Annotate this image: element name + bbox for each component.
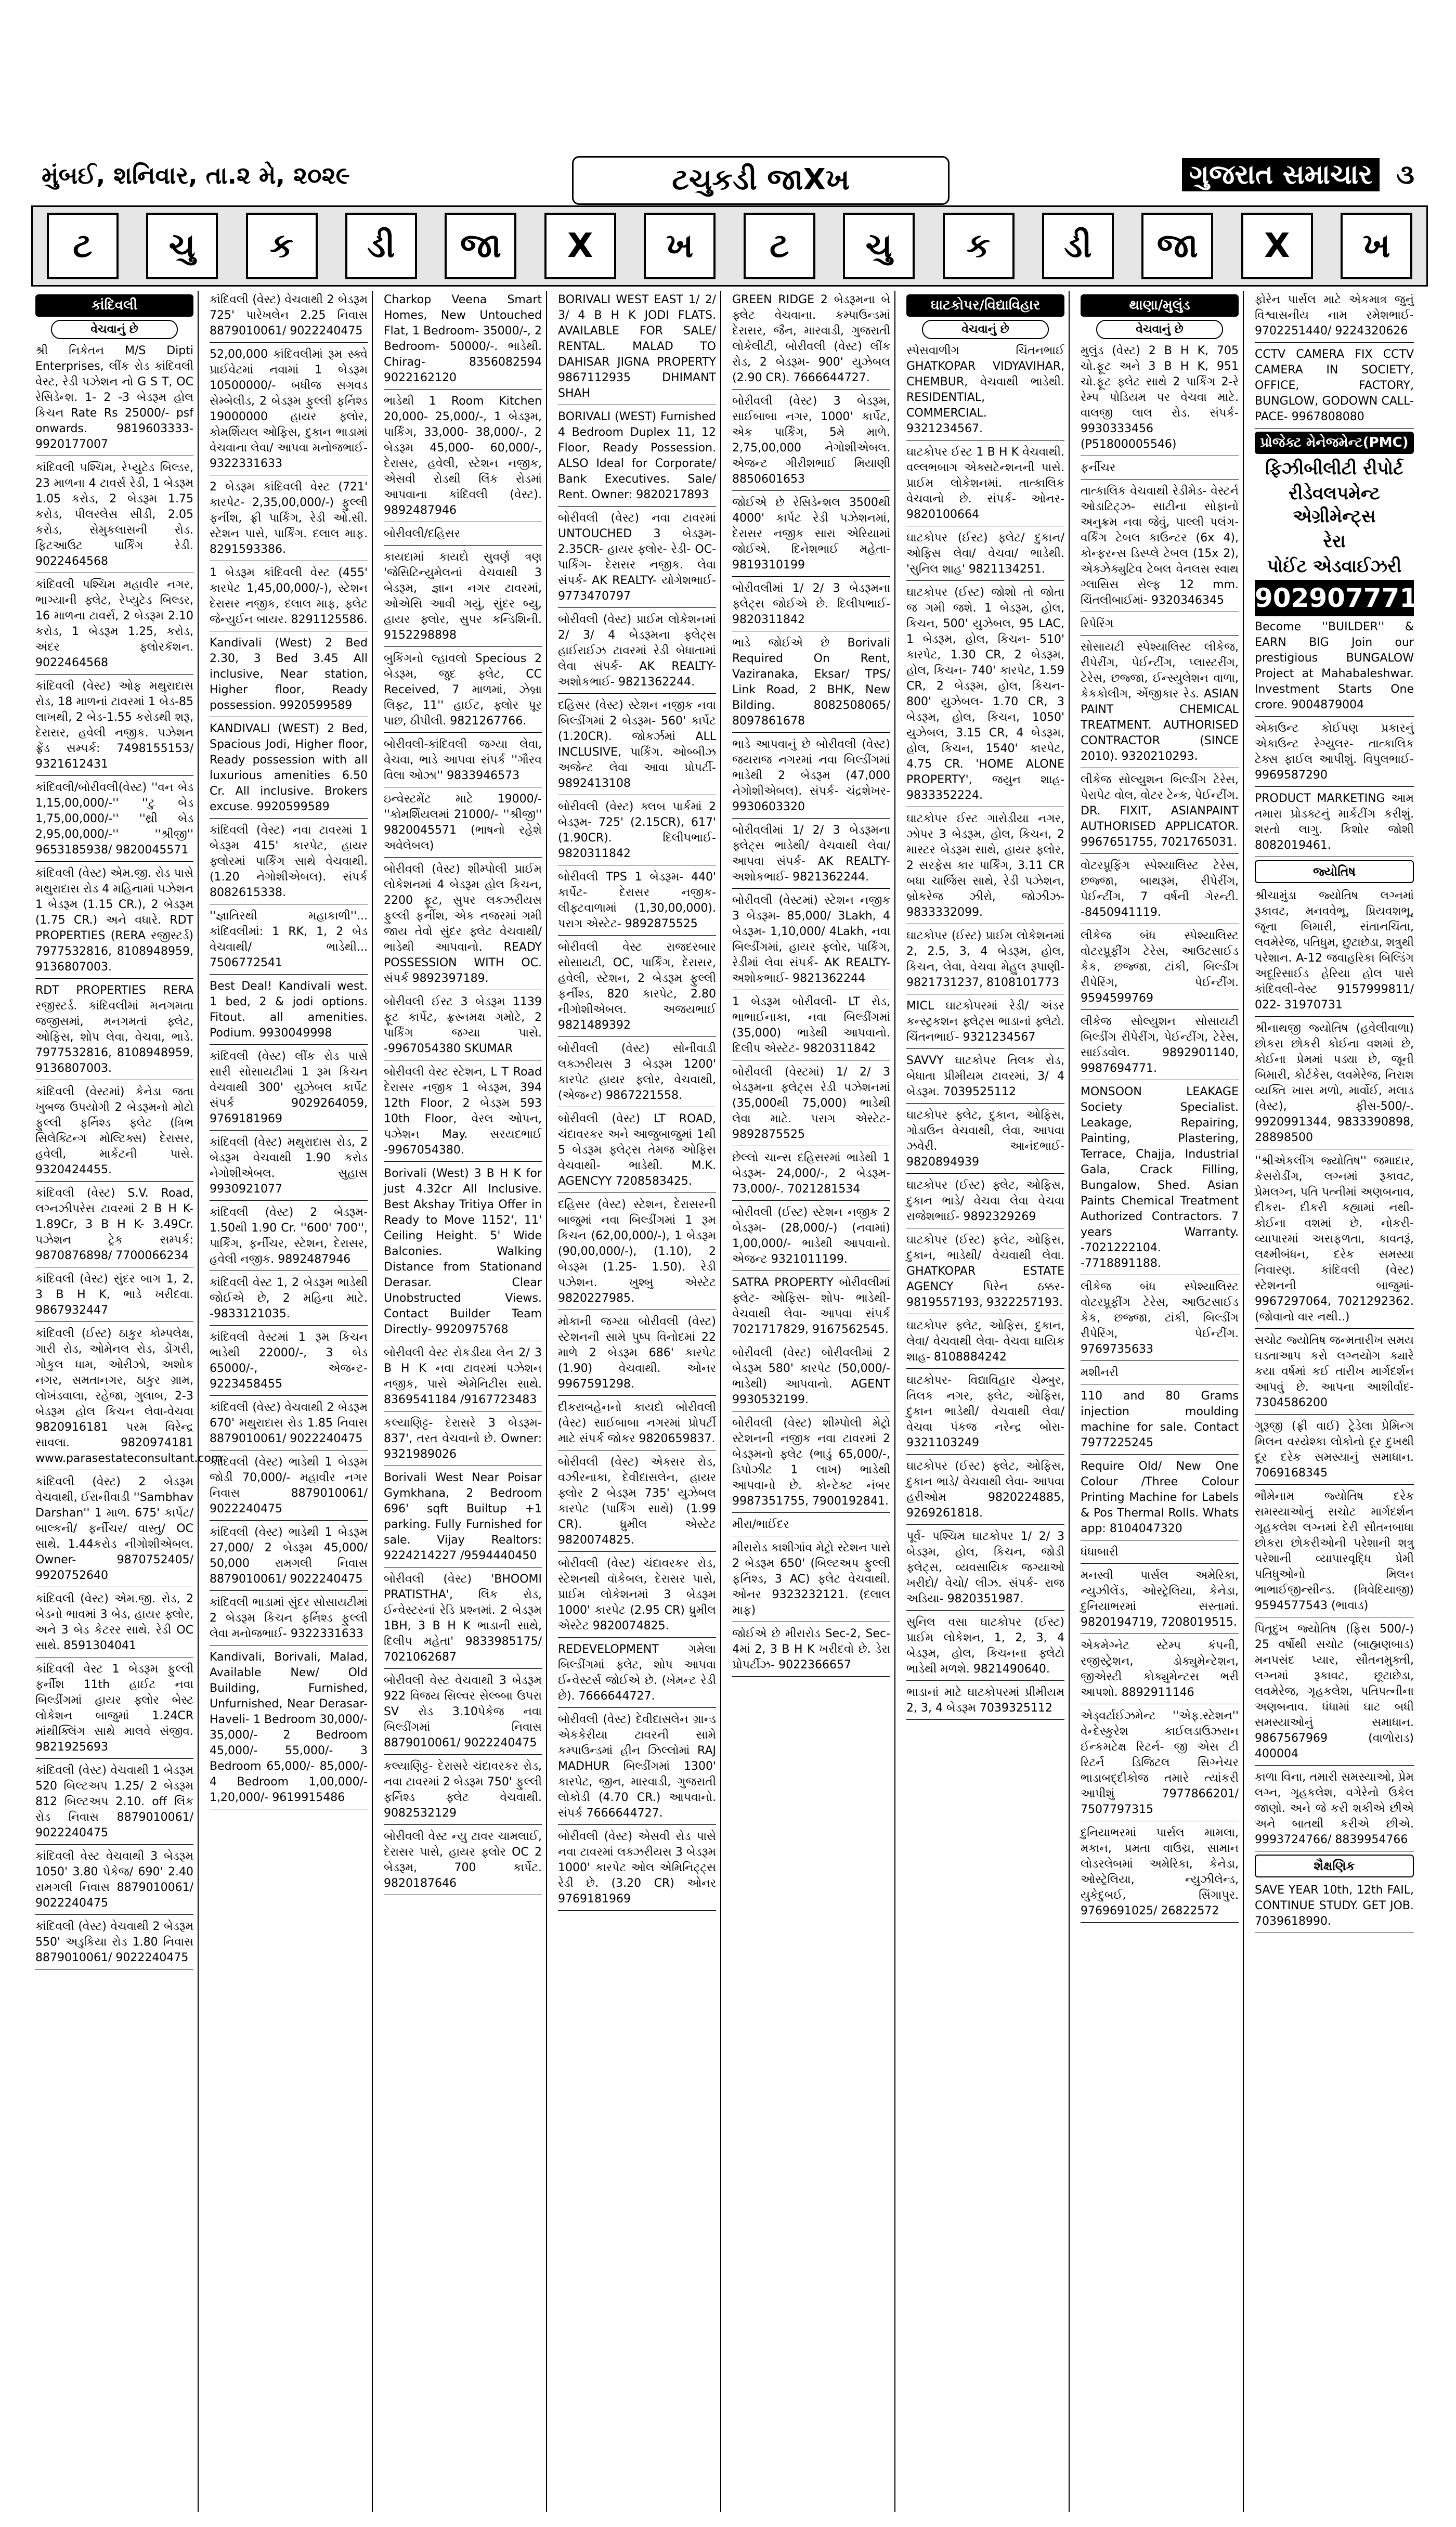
classified-ad: ઘાટકોપર (ઈસ્ટ) ફ્લેટ, ઓફિસ, દુકાન ભાડે/ વેચવાથી લેવા- આપવા હરીઓમ 9820224885, 9269261818. [906, 1458, 1064, 1525]
classified-ad: કાંદિવલી (વેસ્ટ) ભાડેથી 1 બેડરૂમ જોડી 70,000/- મહાવીર નગર નિવાસ 8879010061/ 9022240475 [210, 1454, 368, 1521]
classified-ad: કાયદામાં કાયદો સુવર્ણ ત્રણ 'જેસિટિન્યુમેલનાં વેચવાથી 3 બેડરૂમ, જ્ઞાન નગર ટાવરમાં, ઓએસિ આવી ગયું, સુંદર બ્યુ, હાયર ફ્લોર, સુપર કન્ડિશિની. 9152298898 [384, 549, 542, 647]
classified-ad: દીકરાબહેનનો કાયદો બોરીવલી (વેસ્ટ) સાઈબાબા નગરમાં પ્રોપર્ટી માટે સંપર્ક જોકર 9820659837. [558, 1399, 716, 1450]
classified-ad: કાંદિવલી (વેસ્ટ) સુંદર બાગ 1, 2, 3 B H K, ભાડે ખરીદવા. 9867932447 [35, 1271, 193, 1322]
classified-ad: બોરીવલી (વેસ્ટમાં) 1/ 2/ 3 બેડરૂમના ફ્લેટ્સ રેડી પઝેશનમાં (35,000થી 75,000) ભાડેથી લેવા માટે. પરાગ એસ્ટેટ- 9892875525 [732, 1064, 890, 1146]
classified-ad: બોરીવલી-કાંદિવલી જગ્યા લેવા, વેચવા, ભાડે આપવા સંપર્ક ''ગૌરવ વિલા ઓઝા'' 9833946573 [384, 736, 542, 787]
masthead [1182, 159, 1414, 191]
classified-ad: બોરીવલી (વેસ્ટ) LT ROAD, ચંદાવરકર અને આજુબાજુમાં 1થી 5 બેડરૂમ ફ્લેટ્સ તેમજ ઓફિસ વેચવાથી- ભાડેથી. M.K. AGENCYY 7208583425. [558, 1110, 716, 1193]
column-2 [205, 291, 373, 2512]
banner-tile: ખ [1341, 213, 1412, 279]
column-6 [902, 291, 1070, 2512]
classified-ad: જોઈએ છે રેસિડેન્શલ 3500થી 4000' કાર્પેટ રેડી પઝેશનમાં, દેરાસર નજીક સારા એરિયામાં જોઈએ. દિનેશભાઈ મહેતા- 9819310199 [732, 494, 890, 577]
classified-ad: મીરારોડ કાશીગાંવ મેટ્રો સ્ટેશન પાસે 2 બેડરૂમ 650' (બિલ્ટઅપ ફુલ્લી ફર્નિશ્ડ, 3 AC) ફ્લેટ વેચવાથી. ઓનર 9323232121. (દલાલ માફ) [732, 1539, 890, 1622]
column-5 [728, 291, 895, 2512]
banner-tile: ક [943, 213, 1015, 279]
classified-ad: ઘાટકોપર (ઈસ્ટ) ફ્લેટ, ઓફિસ, દુકાન, ભાડેથી/ વેચવાથી લેવા. GHATKOPAR ESTATE AGENCY પિરેન ઠક્કર- 9819557193, 9322257193. [906, 1232, 1064, 1314]
classified-ad: બોરીવલીમાં 1/ 2/ 3 બેડરૂમના ફ્લેટ્સ જોઈએ છે. દિલીપભાઈ- 9820311842 [732, 580, 890, 631]
classified-ad: બોરીવલી (વેસ્ટ) શીમ્પોલી મેટ્રો સ્ટેશનની નજીક નવા ટાવરમાં 2 બેડરૂમનો ફ્લેટ (ભાડું 65,000/-, ડિપોઝીટ 1 લાખ) ભાડેથી આપવાનો છે. કોન્ટેક્ટ નંબર 9987351755, 7900192841. [732, 1415, 890, 1513]
classified-ad: રિપેરિંગ [1081, 615, 1239, 636]
classified-ad: GREEN RIDGE 2 બેડરૂમના બે ફ્લેટ વેચવાના. કમ્પાઉન્ડમાં દેરાસર, જૈન, મારવાડી, ગુજરાતી લોકેલીટી, બોરીવલી (વેસ્ટ) લીંક રોડ, 2 બેડરૂમ- 900' યુઝેબલ (2.90 CR). 7666644727. [732, 291, 890, 390]
classified-ad: ઇન્વેસ્ટમેંટ માટે 19000/- ''કોમર્શિયલમાં 21000/- ''શ્રીજી'' 9820045571 (ભાષનો રહેશે અવેલેબલ) [384, 791, 542, 858]
classified-ad: KANDIVALI (WEST) 2 Bed, Spacious Jodi, Higher floor, Ready possession with all luxurious amenities 6.50 Cr. All inclusive. Brokers excuse. 9920599589 [210, 720, 368, 819]
classified-ad: બોરીવલી (વેસ્ટ) સોનીવાડી લક્ઝરીયસ 3 બેડરૂમ 1200' કારપેટ હાયર ફ્લોર, વેચવાથી, (એજન્ટ) 9867221558. [558, 1040, 716, 1107]
classified-ad: ફોરેન પાર્સલ માટે એકમાત્ર જુનું વિશ્વાસનીય નામ રમેશભાઈ- 9702251440/ 9224320626 [1255, 291, 1414, 343]
pmc-banner: પ્રોજેક્ટ મેનેજમેન્ટ(PMC) [1255, 432, 1414, 454]
classified-ad: 110 and 80 Grams injection moulding machine for sale. Contact 7977225245 [1081, 1388, 1239, 1455]
classified-ad: ઘાટકોપર ઈસ્ટ ગારોડીયા નગર, ઝોપર 3 બેડરૂમ, હોલ, કિચન, 2 માસ્ટર બેડરૂમ સાથે, હાયર ફ્લોર, 2 સરફેસ કાર પાર્કિંગ, 3.11 CR બધા ચાર્જિસ સાથે, રેડી પઝેશન, બ્રોકરેજ ઝીરો, જોઝીઝ- 9833332099. [906, 810, 1064, 924]
classified-ad: બોરીવલીમાં 1/ 2/ 3 બેડરૂમના ફ્લેટ્સ ભાડેથી/ વેચવાથી લેવા/ આપવા સંપર્ક- AK REALTY- અશોકભાઈ- 9821362244. [732, 822, 890, 889]
classified-ad: Best Deal! Kandivali west. 1 bed, 2 & jodi options. Fitout. all amenities. Podium. 9930049998 [210, 978, 368, 1045]
classified-ad: મુલુંડ (વેસ્ટ) 2 B H K, 705 ચો.ફૂટ અને 3 B H K, 951 ચો.ફૂટ ફ્લેટ સાથે 2 પાર્કિંગ 2-રે રેમ્પ પોડિયમ પર વેચવા માટે. વાલજી લાલ રોડ. સંપર્ક- 9930333456 (P51800005546) [1081, 342, 1239, 456]
classified-ad: પિતૃદુખ જ્યોતિષ (ફિસ 500/-) 25 વર્ષોથી સચોટ (બાહ્મણબાડ) મનપસંદ પ્યાર, સૌતનમુક્તી, લગ્નમાં રૂકાવટ, છૂટાછેડા, લવમેરેજ, ગૃહકલેશ, પતિપત્નીના અણબનાવ. ધંધામાં ઘાટ બધી સમસ્યાઓનું સમાધાન. 9867567969 (વાળોરાડ) 400004 [1255, 1621, 1414, 1766]
classified-ad: કાંદિવલી (વેસ્ટ) એમ.જી. રોડ પાસે મથુરાદાસ રોડ 4 મહિનામાં પઝેશન 1 બેડરૂમ (1.15 CR.), 2 બેડરૂમ (1.75 CR.) અને વધારે. RDT PROPERTIES (RERA રજીસ્ટર્ડ) 7977532816, 8108948959, 9136807003. [35, 865, 193, 979]
advisory-heading: પોઈંટ એડવાઈઝરી [1267, 556, 1402, 577]
classified-ad: કાંદિવલી વેસ્ટ વેચવાથી 3 બેડરૂમ 1050' 3.80 પેકેજ/ 690' 2.40 રામગલી નિવાસ 8879010061/ 9022240475 [35, 1848, 193, 1915]
classified-ad: Kandivali (West) 2 Bed 2.30, 3 Bed 3.45 All inclusive, Near station, Higher floor, Ready possession. 9920599589 [210, 634, 368, 717]
banner-tile: જા [1141, 213, 1213, 279]
classified-ad: Charkop Veena Smart Homes, New Untouched Flat, 1 Bedroom- 35000/-, 2 Bedroom- 50000/-. ભાડેથી. Chirag- 8356082594 9022162120 [384, 291, 542, 390]
banner-tile: ક [246, 213, 318, 279]
classified-ad: કલ્યાણિટ્ટ- દેરાસરે 3 બેડરૂમ- 837', તરત વેચવાનો છે. Owner: 9321989026 [384, 1415, 542, 1466]
classified-ad: કાંદિવલી (વેસ્ટ) 2 બેડરૂમ- 1.50થી 1.90 Cr. ''600' 700'', પાર્કિંગ, ફર્નીચર, સ્ટેશન, દેરાસર, હવેલી નજીક. 9892487946 [210, 1204, 368, 1271]
title-banner [31, 205, 1428, 287]
classified-ad: ઘાટકોપર ઈસ્ટ 1 B H K વેચવાથી. વલ્લભબાગ એક્સટેન્શનની પાસે. પ્રાઈમ લોકેશનમાં. તાત્કાલિક વેચવાનો છે. સંપર્ક- ઓનર- 9820100664 [906, 444, 1064, 526]
banner-tile: ટ [744, 213, 815, 279]
classified-ad: PRODUCT MARKETING આમ તમારા પ્રોડક્ટનું માર્કેટીંગ કરીશું. શરતો લાગુ. કિશોર જોશી 8082019461. [1255, 790, 1414, 857]
classified-ad: ભાડેથી 1 Room Kitchen 20,000- 25,000/-, 1 બેડરૂમ, પાર્કિંગ, 33,000- 38,000/-, 2 બેડરૂમ 45,000- 60,000/-, દેરાસર, હવેલી, સ્ટેશન નજીક, એસવી રોડથી લિંક રોડમાં આપવાના કાંદિવલી (વેસ્ટ). 9892487946 [384, 393, 542, 522]
classified-ad: બોરીવલી (વેસ્ટ) શીમ્પોલી પ્રાઈમ લોકેશનમાં 4 બેડરૂમ હોલ કિચન, 2200 ફૂટ, સુપર લકઝરીયસ ફુલ્લી ફર્નીશ, એક નજરમાં ગમી જાય તેવો સુંદર ફ્લેટ વેચવાથી/ ભાડેથી આપવાનો. READY POSSESSION WITH OC. સંપર્ક 9892397189. [384, 861, 542, 990]
classified-ad: બોરીવલી/દહિસર [384, 525, 542, 546]
column-3 [380, 291, 547, 2512]
classified-ad: ભૌમેનામ જ્યોતિષ દરેક સમસ્યાઓનું સચોટ માર્ગદર્શન ગૃહકલેશ લગ્નમાં દેરી સૌતનબાધા છોકરા છોકરીઓની પરેશાની શત્રુ પરેશાની વ્યાપારવૃદ્ધિ પ્રેમી પતિધુઓનો મિલન ભાભાઈજીન્સીન્ડ. (ત્રિવેદિયાજી) 9594577543 (ભાવાડ) [1255, 1488, 1414, 1617]
classified-ad: બોરીવલી (વેસ્ટ) ચંદાવરકર રોડ, સ્ટેશનથી વૉકેબલ, દેરાસર પાસે, પ્રાઈમ લોકેશનમાં 3 બેડરૂમ 1000' કારપેટ (2.95 CR) ધ્રુમીલ એસ્ટેટ 9820074825. [558, 1555, 716, 1638]
classified-ad: 52,00,000 કાંદિવલીમાં રૂમ સ્ક્વે પ્રાઈવેટમાં નવામાં 1 બેડરૂમ 10500000/- બધીજ સગવડ સેમ્બેલીડ, 2 બેડરૂમ ફુલ્લી ફર્નિશ્ડ 19000000 હાયર ફ્લોર, કોમર્શિયલ ઓફિસ, દુકાન ભાડામાં વેચવાના લેવા/ આપવા મનોજભાઈ- 9322331633 [210, 346, 368, 475]
classified-ad: ધંધાબારી [1081, 1544, 1239, 1564]
classified-ad: કાંદિવલી (વેસ્ટ) વેચવાથી 2 બેડરૂમ 725' પારેખલેન 2.25 નિવાસ 8879010061/ 9022240475 [210, 291, 368, 343]
classified-ad: સચોટ જ્યોતિષ જન્મતારીખ સમય ઘડતાઆપ કરો લગ્નયોગ ક્યારે કયા વર્ષમાં કઈ તારીખ માર્ગદર્શન આપવું છે. આપના આશીર્વાદ- 7304586200 [1255, 1332, 1414, 1415]
classified-ad: ''શ્રીએકલીંગ જ્યોતિષ'' જમાદાર, કેસરોડીંગ, લગ્નમાં રૂકાવટ, પ્રેમલગ્ન, પતિ પત્નીમાં અણબનાવ, દીકરા- દીકરી કહ્યામાં નથી- કોઈના વશમાં છે. નોકરી- વ્યાપારમાં અસફળતા, કાવતરૂં, લક્ષ્મીબંધન, દરેક સમસ્યા નિવારણ. કાંદિવલી (વેસ્ટ) સ્ટેશનની બાજુમાં- 9967297064, 7021292362. (જોવાનો વાર નથી..) [1255, 1152, 1414, 1329]
classified-ad: બોરીવલી (વેસ્ટ) નવા ટાવરમાં UNTOUCHED 3 બેડરૂમ- 2.35CR- હાયર ફ્લોર- રેડી- OC- પાર્કિંગ- દેરાસર નજીક. લેવા સંપર્ક- AK REALTY- યોગેશભાઈ- 9773470797 [558, 510, 716, 608]
banner-tile: ખ [644, 213, 716, 279]
rera-heading: રેરા [1323, 531, 1346, 552]
classified-ad: કાંદિવલી (ઈસ્ટ) ઠાકુર કોમ્પલેક્ષ, ગારી રોડ, ઓમેનલ રોડ, ડોંગરી, ગોકુલ ધામ, ઓરીઝો, અશોક નગર, સમતાનગર, ઠાકુર ગ્રામ, લોખંડવાલા, રહેજા, ગુલાબ, 2-3 બેડરૂમ હોલ કિચન લેવા-વેચવા 9820916181 પરમ વિરેન્દ્ર સાવલા. 9820974181 www.parasestateconsultant.com [35, 1325, 193, 1470]
classified-ad: લીકેજ સોલ્યુશન બિલ્ડીંગ ટેરેસ, પેરાપેટ વોલ, વોટર ટેન્ક, પેઈન્ટીંગ. DR. FIXIT, ASIANPAINT AUTHORISED APPLICATOR. 9967651755, 7021765031. [1081, 771, 1239, 854]
classified-ad: એકમેગ્નેટ સ્ટેમ્પ કંપની, રજીસ્ટ્રેશન, ડોક્યુમેન્ટેશન, જીએસ્ટી કોક્યુમેન્ટસ ભરી આપશો. 8892911146 [1081, 1637, 1239, 1704]
feasibility-heading: ફિઝીબીલીટી રીપોર્ટ [1265, 458, 1403, 479]
classified-ad: દહિસર (વેસ્ટ) સ્ટેશન, દેરાસરની બાજુમાં નવા બિલ્ડીંગમાં 1 રૂમ કિચન (62,00,000/-), 1 બેડરૂમ (90,00,000/-), (1.10), 2 બેડરૂમ (1.25- 1.50). રેડી પઝેશન. ખુશ્બુ એસ્ટેટ 9820227985. [558, 1196, 716, 1310]
classified-ad: ઘાટકોપર ફ્લેટ, ઓફિસ, દુકાન, લેવા/ વેચવાથી લેવા- વેચવા ઘાયિક શાહ- 8108884242 [906, 1317, 1064, 1369]
column-7 [1076, 291, 1244, 2512]
classified-ad: દુનિયાભરમાં પાર્સલ મામલા, મકાન, પ્રમતા વાઉચ્ર, સામાન લોડરલેબમાં અમેરિકા, કેનેડા, ઓસ્ટ્રેલિયા, ન્યુઝીલેન્ડ, યુકેદુબઈ, સિંગાપુર. 9769691025/ 26822572 [1081, 1824, 1239, 1923]
classified-ad: 1 બેડરૂમ કાંદિવલી વેસ્ટ (455' કારપેટ 1,45,00,000/-), સ્ટેશન દેરાસર નજીક, દલાલ માફ, ફ્લેટ જેન્યુઈન બાયર. 8291125586. [210, 564, 368, 631]
banner-tile: ડી [1042, 213, 1114, 279]
classified-ad: BORIVALI (WEST) Furnished 4 Bedroom Duplex 11, 12 Floor, Ready Possession. ALSO Ideal for Corporate/ Bank Executives. Sale/ Rent. Owner: 9820217893 [558, 408, 716, 507]
classified-ad: બોરીવલી વેસ્ટ સ્ટેશન, L T Road દેરાસર નજીક 1 બેડરૂમ, 394 12th Floor, 2 બેડરૂમ 593 10th Floor, વેરલ ઓપન, પઝેશન May. સરયદભાઈ -9967054380. [384, 1064, 542, 1162]
classified-ad: કાંદિવલી પશ્ચિમ, રેપ્યુટેડ બિલ્ડર, 23 માળના 4 ટાવર્સ રેડી, 1 બેડરૂમ 1.05 કરોડ, 2 બેડરૂમ 1.75 કરોડ, પીલરલેસ સીડી, 2.05 કરોડ, સેમુકલાસની રોડ. ફિટઆઉટ પાર્કિંગ રેડી. 9022464568 [35, 459, 193, 573]
classified-ad: બોરીવલી (વેસ્ટ) 3 બેડરૂમ, સાઈબાબા નગર, 1000' કાર્પેટ, એક પાર્કિંગ, 5મે માળે. 2,75,00,000 નેગોશીએબલ. એજન્ટ ગીરીશભાઈ મિયાણી 8850601653 [732, 393, 890, 491]
section-subheader: વેચવાનું છે [51, 320, 178, 339]
section-header: જ્યોતિષ [1255, 860, 1414, 883]
banner-tile: X [544, 213, 616, 279]
classified-ad: કાંદિવલી (વેસ્ટ) ભાડેથી 1 બેડરૂમ 27,000/ 2 બેડરૂમ 45,000/ 50,000 રામગલી નિવાસ 8879010061/ 9022240475 [210, 1524, 368, 1591]
classified-ad: લીકેજ સોલ્યુશન સોસાયટી બિલ્ડીંગ રીપેરીંગ, પેઈન્ટીંગ, ટેરેસ, સાઈડવોલ. 9892901140, 9987694771. [1081, 1013, 1239, 1080]
classified-ad: કાંદિવલી પશ્ચિમ મહાવીર નગર, ભાગ્યાની ફ્લેટ, રેપ્યુટેડ બિલ્ડર, 16 માળના ટાવર્સ, 2 બેડરૂમ 2.10 કરોડ, 1 બેડરૂમ 1.25, કરોડ, અંદર ફ્લોરકૅશન. 9022464568 [35, 576, 193, 675]
classified-ad: બોરીવલી (વેસ્ટમાં) સ્ટેશન નજીક 3 બેડરૂમ- 85,000/ 3Lakh, 4 બેડરૂમ- 1,10,000/ 4Lakh, નવા બિલ્ડીંગમાં, હાયર ફ્લોર, પાર્કિંગ, રેડીમાં લેવા સંપર્ક- AK REALTY- અશોકભાઈ- 9821362244 [732, 892, 890, 990]
classified-ad: શ્રીનાથજી જ્યોતિષ (હવેલીવાળા) છોકરા છોકરી કોઈના વશમાં છે, કોઈના પ્રેમમાં પડ્યા છે, જૂની બિમારી, કોર્ટકેસ, લવમેરેજ, નિરાશ વ્યક્તિ ખાસ મળો, માર્વોઈ, મલાડ (વેસ્ટ), ફીસ-500/-. 9920991344, 9833390898, 28898500 [1255, 1020, 1414, 1149]
classified-ad: કાંદિવલી વેસ્ટમાં 1 રૂમ કિચન ભાડેથી 22000/-, 3 બેડ 65000/-, એજન્ટ- 9223458455 [210, 1329, 368, 1396]
date-line: મુંબઈ, શનિવાર, તા.૨ મે, ૨૦૨૯ [42, 161, 350, 189]
classified-ad: સુનિલ વસા ઘાટકોપર (ઈસ્ટ) પ્રાઈમ લોકેશન, 1, 2, 3, 4 બેડરૂમ, હોલ, કિચનના ફ્લેટો ભાડેથી મળશે. 9821490640. [906, 1614, 1064, 1681]
page-number: ૩ [1396, 159, 1414, 190]
classified-ad: પૂર્વ- પશ્ચિમ ઘાટકોપર 1/ 2/ 3 બેડરૂમ, હોલ, કિચન, જોડી ફ્લેટ્સ, વ્યવસાયિક જગ્યાઓ ખરીદો/ વેચો/ લીઝ. સંપર્ક- રાજ અડિયા- 9820351987. [906, 1528, 1064, 1611]
classified-ad: બોરીવલી વેસ્ટ રોકડીયા લેન 2/ 3 B H K નવા ટાવરમાં પઝેશન નજીક, પાસે એમેનિટીસ સાથે. 8369541184 /9167723483 [384, 1344, 542, 1411]
classified-ad: તાત્કાલિક વેચવાથી રેડીમેડ- વેસ્ટર્ન ઓડાટિટ્ઝ- સાટીના સોફાનો અનુક્રમ નવા જેવું, પાલ્લી પલંગ- વર્કિંગ ટેબલ કાઉન્ટર (6x 4), કોન્ફરન્સ ડિસ્પ્લે ટેબલ (15x 2), એક્ઝેક્યુટિવ ટેબલ વેનલસ સ્વાથ ગ્લાસિસ સેલ્ફ 12 mm. ચિંતલીબાઈમાં- 9320346345 [1081, 483, 1239, 612]
banner-tile: જા [445, 213, 516, 279]
classified-ad: મનસ્વી પાર્સલ અમેરિકા, ન્યુઝીલેંડ, ઓસ્ટ્રેલિયા, કેનેડા, દુનિયાભરમાં સસ્તામાં. 9820194719, 7208019515. [1081, 1567, 1239, 1634]
classified-ad: છેલ્લો ચાન્સ દહિસરમાં ભાડેથી 1 બેડરૂમ- 24,000/-, 2 બેડરૂમ- 73,000/-. 7021281534 [732, 1149, 890, 1201]
classified-ad: કાંદિવલી (વેસ્ટ) વેચવાથી 2 બેડરૂમ 670' મથુરાદાસ રોડ 1.85 નિવાસ 8879010061/ 9022240475 [210, 1399, 368, 1450]
classified-ad: Borivali West Near Poisar Gymkhana, 2 Bedroom 696' sqft Builtup +1 parking. Fully Furnished for sale. Vijay Realtors: 9224214227 /9594440450 [384, 1469, 542, 1567]
section-header: થાણા/મુલુંડ [1081, 294, 1239, 317]
classified-ad: બોરીવલી વેસ્ટ ન્યુ ટાવર ચામલાઈ, દેરાસર પાસે, હાયર ફ્લોર OC 2 બેડરૂમ, 700 કાર્પેટ. 9820187646 [384, 1828, 542, 1895]
classified-ad: બોરીવલી (વેસ્ટ) એક્સર રોડ, વઝીરનાકા, દેવીદાસલેન, હાયર ફ્લોર 2 બેડરૂમ 735' યુઝેબલ કારપેટ (પાર્કિંગ સાથે) (1.99 CR). ધ્રુમીલ એસ્ટેટ 9820074825. [558, 1454, 716, 1552]
classified-ad: બોરીવલી (વેસ્ટ) ક્લબ પાર્કમાં 2 બેડરૂમ- 725' (2.15CR), 617' (1.90CR). દિલીપભાઈ- 9820311842 [558, 798, 716, 865]
classified-ad: મીરા/ભાઈંદર [732, 1516, 890, 1536]
classified-ad: ઘાટકોપર (ઈસ્ટ) જોશો તો જોતા જ ગમી જશે. 1 બેડરૂમ, હોલ, કિચન, 500' યુઝેબલ, 95 LAC, 1 બેડરૂમ, હોલ, કિચન- 510' કારપેટ, 1.30 CR, 2 બેડરૂમ, હોલ, કિચન- 740' કારપેટ, 1.59 CR, 2 બેડરૂમ, હોલ, કિચન- 800' યુઝેબલ- 1.70 CR, 3 બેડરૂમ, હોલ, કિચન, 1050' યુઝેબલ, 3.15 CR, 4 બેડરૂમ, હોલ, કિચન, 1540' કારપેટ, 4.75 CR. 'HOME ALONE PROPERTY', જયુન શાહ- 9833352224. [906, 584, 1064, 807]
classified-columns [31, 291, 1436, 2517]
classified-ad: કાંદિવલી વેસ્ટ 1 બેડરૂમ ફુલ્લી ફર્નીશ 11th હાઈટ નવા બિલ્ડીંગમાં હાયર ફ્લોર બેસ્ટ લોકેશન બાજુમાં 1.24CR માંથીક્લિંગ સાથે માલવે સંજીવ. 9821925693 [35, 1661, 193, 1759]
classified-ad: ઘાટકોપર (ઈસ્ટ) પ્રાઈમ લોકેશનમાં 2, 2.5, 3, 4 બેડરૂમ, હોલ, કિચન, લેવા, વેચવા મેહુલ રૂપાણી- 9821731237, 8108101773 [906, 927, 1064, 994]
classified-ad: કાંદિવલી (વેસ્ટ) ઓફ મથુરાદાસ રોડ, 18 માળનાં ટાવરમાં 1 બેડ-85 લાખથી, 2 બેડ-1.55 કરોડથી શરૂ, દેરાસર, હવેલી નજીક. પઝેશન ફ્રેંડ સમ્પર્ક: 7498155153/ 9321612431 [35, 678, 193, 776]
classified-ad: કાંદિવલી (વેસ્ટમાં) કેનેડા જતા ખુબજ ઉપયોગી 2 બેડરૂમનો મોટો ફુલ્લી ફર્નિશ્ડ ફ્લેટ (ત્રિભ સિલેક્ટિન્ગ મોલ્ટિક્સ) દેરાસર, હવેલી, માર્કેટની પાસે. 9320424455. [35, 1083, 193, 1182]
banner-tile: ટ [47, 213, 119, 279]
classified-ad: કાંદિવલી (વેસ્ટ) 2 બેડરૂમ વેચવાથી, ઈરાનીવાડી ''Sambhav Darshan'' 1 માળ. 675' કાર્પેટ/ બાલ્કની/ ફર્નીચર/ વાસ્તુ/ OC સાથે. 1.44કરોડ નીગોશીએબલ. Owner- 9870752405/ 9920752640 [35, 1473, 193, 1587]
classified-ad: કાંદિવલી (વેસ્ટ) વેચવાથી 1 બેડરૂમ 520 બિલ્ટઅપ 1.25/ 2 બેડરૂમ 812 બિલ્ટઅપ 2.10. off લિંક રોડ નિવાસ 8879010061/ 9022240475 [35, 1762, 193, 1845]
classified-ad: બોરીવલી વેસ્ટ વેચવાથી 3 બેડરૂમ 922 વિજય સિલ્વર સેલ્બ્બા ઉપરા SV રોડ 3.10પેકેજ નવા બિલ્ડીંગમાં નિવાસ 8879010061/ 9022240475 [384, 1672, 542, 1755]
classified-ad: Become ''BUILDER'' & EARN BIG Join our prestigious BUNGALOW Project at Mahabaleshwar. Investment Starts One crore. 9004879004 [1255, 618, 1414, 717]
redevelopment-heading: રીડેવલપમેન્ટ એગ્રીમેન્ટ્સ [1289, 483, 1380, 527]
classified-ad: REDEVELOPMENT ગમેલા બિલ્ડીંગમાં ફ્લેટ, શોપ આપવા ઈન્વેસ્ટર્સ જોઈએ છે. (ખેમન્ટ રેડી છે). 7666644727. [558, 1641, 716, 1708]
column-8 [1251, 291, 1436, 2512]
classified-ad: Borivali (West) 3 B H K for just 4.32cr All Inclusive. Best Akshay Tritiya Offer in Ready to Move 1152', 11' Ceiling Height. 5' Wide Balconies. Walking Distance from Stationand Derasar. Clear Unobstructed Views. Contact Builder Team Directly- 9920975768 [384, 1165, 542, 1341]
classified-ad: કાંદિવલી/બોરીવલી(વેસ્ટ) ''વન બેડ 1,15,00,000/-'' ''ટુ બેડ 1,75,00,000/-'' ''થ્રી બેડ 2,95,00,000/-'' ''શ્રીજી'' 9653185938/ 9820045571 [35, 779, 193, 862]
classified-ad: ઘાટકોપર- વિદ્યાવિહાર ચેમ્બુર, તિલક નગર, ફ્લેટ, ઓફિસ, દુકાન ભાડેથી/ વેચવાથી લેવા/ વેચવા પંકજ નરેન્દ્ર બોરા- 9321103249 [906, 1372, 1064, 1455]
classified-ad: ગુરૂજી (ફ્રી વાઈ) ટ્રેડેલા પ્રેમિન્ગ મિલન વરયેશ્કા લોકોનો દૂર દુખથી દૂર દરેક સમસ્યાનું સમાધાન. 7069168345 [1255, 1418, 1414, 1485]
classified-ad: કાંદિવલી (વેસ્ટ) નવા ટાવરમાં 1 બેડરૂમ 415' કારપેટ, હાયર ફ્લોરમાં પાર્કિંગ સાથે વેચવાથી. (1.20 નેગોશીએબલ). સંપર્ક 8082615338. [210, 822, 368, 904]
classified-ad: 2 બેડરૂમ કાંદિવલી વેસ્ટ (721' કારપેટ- 2,35,00,000/-) ફુલ્લી ફર્નીશ, ફ્રી પાર્કિંગ, રેડી ઓ.સી. સ્ટેશન પાસે, પાર્કિંગ. દલાલ માફ. 8291593386. [210, 478, 368, 561]
classified-ad: બોરીવલી TPS 1 બેડરૂમ- 440' કાર્પેટ- દેરાસર નજીક- લીફ્ટવાળામાં (1,30,00,000). પરાગ એસ્ટેટ- 9892875525 [558, 869, 716, 936]
classified-ad: કાળા વિના, તમારી સમસ્યાઓ, પ્રેમ લગ્ન, ગૃહકલેશ, વગેરેનો ઉકેલ જાણો. અને જે કરી શકીએ છીએ અને બાતથી કરીએ છીએ. 9993724766/ 8839954766 [1255, 1769, 1414, 1851]
classified-ad: બોરીવલી (ઈસ્ટ) સ્ટેશન નજીક 2 બેડરૂમ- (28,000/-) (નવામાં) 1,00,000/- ભાડેથી આપવાનો. એજન્ટ 9321011199. [732, 1204, 890, 1271]
classified-ad: 1 બેડરૂમ બોરીવલી- LT રોડ, ભાભાઈનાકા, નવા બિલ્ડીંગમાં (35,000) ભાડેથી આપવાનો. દિલીપ એસ્ટેટ- 9820311842 [732, 993, 890, 1060]
classified-ad: વોટરપ્રૂફિંગ સ્પેશ્યાલિસ્ટ ટેરેસ, છજ્જા, બાથરૂમ, રીપેરીંગ, પેઈન્ટીંગ, 7 વર્ષની ગેરન્ટી. -8450941119. [1081, 857, 1239, 924]
classified-ad: બોરીવલી વેસ્ટ રાજદરબાર સોસાયટી, OC, પાર્કિંગ, દેરાસર, હવેલી, સ્ટેશન, 2 બેડરૂમ ફુલ્લી ફર્નીશ્ડ, 820 કારપેટ, 2.80 નીગોશીએબલ. અજયભાઈ 9821489392 [558, 939, 716, 1037]
section-header: ઘાટકોપર/વિદ્યાવિહાર [906, 294, 1064, 317]
section-header: શૈક્ષણિક [1255, 1855, 1414, 1877]
classified-ad: કલ્યાણિટ્ટ- દેરાસરે ચંદાવરકર રોડ, નવા ટાવરમાં 2 બેડરૂમ 750' ફુલ્લી ફર્નિશ્ડ ફ્લેટ વેચવાથી. 9082532129 [384, 1758, 542, 1825]
classified-ad: શ્રી નિકેતન M/S Dipti Enterprises, લીંક રોડ કાંદિવલી વેસ્ટ, રેડી પઝેશન નો G S T, OC રેસિડેન્શ. 1- 2 -3 બેડરૂમ હોલ કિચન Rate Rs 25000/- psf onwards. 9819603333- 9920177007 [35, 342, 193, 456]
classified-ad: Require Old/ New One Colour /Three Colour Printing Machine for Labels & Pos Thermal Rolls. Whats app: 8104047320 [1081, 1458, 1239, 1540]
classified-ad: બોરીવલી (વેસ્ટ) એસવી રોડ પાસે નવા ટાવરમાં લક્ઝરીયસ 3 બેડરૂમ 1000' કારપેટ ઓલ એમિનિટ્ટ્સ રેડી છે. (3.20 CR) ઓનર 9769181969 [558, 1828, 716, 1911]
classified-ad: બોરીવલી (વેસ્ટ) બોરીવલીમાં 2 બેડરૂમ 580' કારપેટ (50,000/- ભાડેથી) આપવાનો. AGENT 9930532199. [732, 1344, 890, 1411]
classified-ad: ઘાટકોપર ફ્લેટ, દુકાન, ઓફિસ, ગોડાઉન વેચવાથી, લેવા, આપવા ઝવેરી. આનંદભાઈ- 9820894939 [906, 1107, 1064, 1174]
classified-ad: કાંદિવલી (વેસ્ટ) S.V. Road, લગ્નઝીપરેસ ટાવરમાં 2 B H K- 1.89Cr, 3 B H K- 3.49Cr. પઝેશન ટ્રેક સમ્પર્ક: 9870876898/ 7700066234 [35, 1185, 193, 1267]
banner-tile: ચુ [843, 213, 915, 279]
banner-tile: ડી [345, 213, 417, 279]
classified-ad: બોરીવલી (વેસ્ટ) દેવીદાસલેન ગ્રાન્ડ એકકેરીયા ટાવરની સામે કમ્પાઉન્ડમાં હીન ઝિલ્લોમાં RAJ MADHUR બિલ્ડીંગમાં 1300' કારપેટ, જીન, મારવાડી, ગુજરાતી લોકોડી (4.70 CR.) આપવાનો. સંપર્ક 7666644727. [558, 1711, 716, 1825]
classified-ad: RDT PROPERTIES RERA રજીસ્ટર્ડ. કાંદિવલીમાં મનગમતા જજીસમાં, મનગમતાં ફ્લેટ, ઓફિસ, શોપ લેવા, વેચવા, ભાડે. 7977532816, 8108948959, 9136807003. [35, 982, 193, 1080]
classified-ad: ફર્નીચર [1081, 459, 1239, 480]
classified-ad: કાંદિવલી (વેસ્ટ) વેચવાથી 2 બેડરૂમ 550' અડુકિયા રોડ 1.80 નિવાસ 8879010061/ 9022240475 [35, 1918, 193, 1969]
section-title: ટચુકડી જાXખ [572, 156, 950, 205]
classified-ad: SATRA PROPERTY બોરીવલીમાં ફ્લેટ- ઓફિસ- શોપ- ભાડેથી- વેચવાથી લેવા- આપવા સંપર્ક 7021717829, 9167562545. [732, 1274, 890, 1341]
classified-ad: ભાડે આપવાનું છે બોરીવલી (વેસ્ટ) જયરાજ નગરમાં નવા બિલ્ડીંગમાં ભાડેથી 2 બેડરૂમ (47,000 નેગોશીએબલ). સંપર્ક- ચંદ્રશેખર- 9930603320 [732, 736, 890, 819]
classified-ad: કાંદિવલી (વેસ્ટ) એમ.જી. રોડ, 2 બેડનો ભાવમાં 3 બેડ, હાયર ફ્લોર, અને 3 બેડ કેટરર સાથે. રેડી OC સાથે. 8591304041 [35, 1590, 193, 1657]
page-header [31, 156, 1425, 203]
classified-ad: જોઈએ છે મીરારોડ Sec-2, Sec-4માં 2, 3 B H K ખરીદવો છે. ડેરા પ્રોપર્ટીઝ- 9022366657 [732, 1625, 890, 1677]
banner-tile: X [1241, 213, 1313, 279]
classified-ad: કાંદિવલી વેસ્ટ 1, 2 બેડરૂમ ભાડેથી જોઈએ છે, 2 મહિના માટે. -9833121035. [210, 1274, 368, 1326]
classified-ad: Kandivali, Borivali, Malad, Available New/ Old Building, Furnished, Unfurnished, Near Derasar- Haveli- 1 Bedroom 30,000/- 35,000/- 2 Bedroom 45,000/- 55,000/- 3 Bedroom 65,000/- 85,000/- 4 Bedroom 1,00,000/- 1,20,000/- 9619915486 [210, 1649, 368, 1809]
classified-ad: બોરીવલી (વેસ્ટ) 'BHOOMI PRATISTHA', લિંક રોડ, ઈન્વેસ્ટરનાં રેડિ પ્રશ્નમાં. 2 બેડરૂમ 1BH, 3 B H K ભાડાની સાથે, દિલીપ મહેતા' 9833985175/ 7021062687 [384, 1571, 542, 1669]
classified-ad: બોરીવલી ઈસ્ટ 3 બેડરૂમ 1139 ફૂટ કાર્પેટ, ફ્રસ્નમક્ષ ગમોટે, 2 પાર્કિંગ જગ્યા પાસે. -9967054380 SKUMAR [384, 993, 542, 1060]
classified-ad: કાંદિવલી (વેસ્ટ) મથુરાદાસ રોડ, 2 બેડરૂમ વેચવાથી 1.90 કરોડ નેગોશીએબલ. સુહાસ 9930921077 [210, 1134, 368, 1201]
classified-ad: એકાઉન્ટ કોઈપણ પ્રકારનું એકાઉન્ટ રેગ્યુલર- તાત્કાલિક ટેક્સ ફાઈલ આપીશું. વિપુલભાઈ- 9969587290 [1255, 720, 1414, 787]
classified-ad: શ્રીચામુંડા જ્યોતિષ લગ્નમાં રૂકાવટ, મનવવેભૂ, પ્રિયવશભૂ, જૂના બિમારી, સંતાનચિંતા, લવમેરેજ, પતિધુમ, છુટાછેડા, શત્રુથી પરેશાન. A-12 જવાહરિકા બિલ્ડિંગ અદૂરિસાઈડ હેરિયા હોલ પાસે કાંદિવલી-વેસ્ટ 9157999811/ 022- 31970731 [1255, 887, 1414, 1017]
classified-ad: લીકેજ બંધ સ્પેશ્યાલિસ્ટ વોટરપ્રૂફીંગ ટેરેસ, આઉટસાઈડ કેક, છજ્જા, ટાંકી, બિલ્ડીંગ રીપેરિંગ, પેઈન્ટીંગ. 9594599769 [1081, 927, 1239, 1010]
banner-tile: ચુ [146, 213, 218, 279]
classified-ad: સોસાયટી સ્પેશ્યાલિસ્ટ લીકેજ, રીપેરીંગ, પેઈન્ટીંગ, પ્લાસ્ટરીંગ, ટેરેસ, છજ્જા, ઈન્સ્યુલેશન વાળા, કેકકોલીગ, એંજીકાર રેડ. ASIAN PAINT CHEMICAL TREATMENT. AUTHORISED CONTRACTOR (SINCE 2010). 9320210293. [1081, 639, 1239, 768]
classified-ad: ભાડે જોઈએ છે Borivali Required On Rent, Vaziranaka, Eksar/ TPS/ Link Road, 2 BHK, New Bilding. 8082508065/ 8097861678 [732, 634, 890, 733]
newspaper-logo: ગુજરાત સમાચાર [1182, 158, 1380, 191]
classified-ad: BORIVALI WEST EAST 1/ 2/ 3/ 4 B H K JODI FLATS. AVAILABLE FOR SALE/ RENTAL. MALAD TO DAHISAR JIGNA PROPERTY 9867112935 DHIMANT SHAH [558, 291, 716, 405]
classified-ad: લીકેજ બંધ સ્પેશ્યાલિસ્ટ વોટરપ્રૂફીંગ ટેરેસ, આઉટસાઈડ કેક, છજ્જા, ટાંકી, બિલ્ડીંગ રીપેરિંગ, પેઈન્ટીંગ. 9769735633 [1081, 1278, 1239, 1361]
section-subheader: વેચવાનું છે [922, 320, 1049, 339]
classified-ad: બુકિંગનો લ્હાવલો Specious 2 બેડરૂમ, જુદ ફ્લેટ, CC Received, 7 માળમાં, ઝેબ્રા લિફ્ટ, 11'' હાઈટ, ફ્લોર પૂ઼ર પાછ, ઠીપીલી. 9821267766. [384, 650, 542, 733]
classified-ad: મોકાની જગ્યા બોરીવલી (વેસ્ટ) સ્ટેશનની સામે પુષ્પ વિનોદમાં 22 માળે 2 બેડરૂમ 686' કારપેટ (1.90) વેચવાથી. ઓનર 9967591298. [558, 1313, 716, 1396]
classified-ad: MONSOON LEAKAGE Society Specialist. Leakage, Repairing, Painting, Plastering, Terrace, Chajja, Industrial Gala, Crack Filling, Bungalow, Shed. Asian Paints Chemical Treatment Authorized Contractors. 7 years Warranty. -7021222104. -7718891188. [1081, 1083, 1239, 1275]
column-4 [554, 291, 721, 2512]
classified-ad: એડ્વર્ટાઈઝમેન્ટ ''એફ.સ્ટેશન'' વેન્દેસ્કુરેશ કાઈલડાઉઝરાન ઈન્કમટેક્ષ રિટર્ન- જી એસ ટી રિટર્ન ડિજિટલ સિગ્નેચર ભાડાબદ્દીકોજ તમારે ત્યાંકરી આપીશું 7977866201/ 7507797315 [1081, 1707, 1239, 1821]
section-header: કાંદિવલી [35, 294, 193, 317]
classified-ad: SAVE YEAR 10th, 12th FAIL, CONTINUE STUDY. GET JOB. 7039618990. [1255, 1882, 1414, 1933]
classified-ad: CCTV CAMERA FIX CCTV CAMERA IN SOCIETY, OFFICE, FACTORY, BUNGLOW, GODOWN CALL- PACE- 9967808080 [1255, 346, 1414, 429]
classified-ad: ઘાટકોપર (ઈસ્ટ) ફ્લેટ/ દુકાન/ ઓફિસ લેવા/ વેચવા/ ભાડેથી. 'સુનિલ શાહ' 9821134251. [906, 529, 1064, 581]
classified-ad: ભાડાનાં માટે ઘાટકોપરમાં પ્રીમીયમ 2, 3, 4 બેડરૂમ 7039325112 [906, 1684, 1064, 1720]
column-1 [31, 291, 223, 2512]
classified-ad: SAVVY ઘાટકોપર તિલક રોડ, બેધાતા પ્રીમીયમ ટાવરમાં, 3/ 4 બેડરૂમ. 7039525112 [906, 1052, 1064, 1104]
classified-ad: કાંદિવલી ભાડામાં સુંદર સોસાયટીમાં 2 બેડરૂમ કિચન ફર્નિશ્ડ ફુલ્લી લેવા મનોજભાઈ- 9322331633 [210, 1594, 368, 1645]
classified-ad: સ્પેસવાળીગ ચિંતનભાઈ GHATKOPAR VIDYAVIHAR, CHEMBUR, વેચવાથી ભાડેથી. RESIDENTIAL, COMMERCIAL. 9321234567. [906, 342, 1064, 440]
classified-ad: દહિસર (વેસ્ટ) સ્ટેશન નજીક નવા બિલ્ડીંગમાં 2 બેડરૂમ- 560' કાર્પેટ (1.20CR). જોકર્ઝમાં ALL INCLUSIVE, પાર્કિંગ. ઓબ્બીઝ અજેન્ટ લેવા આવા પ્રોપર્ટી- 9892413108 [558, 697, 716, 795]
classified-ad: કાંદિવલી (વેસ્ટ) લીંક રોડ પાસે સારી સોસાયટીમાં 1 રૂમ કિચન વેચવાથી 300' યુઝેબલ કાર્પેટ સંપર્ક 9029264059, 9769181969 [210, 1048, 368, 1131]
classified-ad: MICL ઘાટકોપરમાં રેડી/ અંડર કન્સ્ટ્રકશન ફ્લેટ્સ ભાડાનાં ફ્લેટો. ચિંતનભાઈ- 9321234567 [906, 997, 1064, 1049]
advisory-phone: 9029077715 [1255, 580, 1414, 616]
classified-ad: બોરીવલી (વેસ્ટ) પ્રાઈમ લોકેશનમાં 2/ 3/ 4 બેડરૂમના ફ્લેટ્સ હાઈરાઈઝ ટાવરમાં રેડી બેધાતામાં લેવા સંપર્ક- AK REALTY- અશોકભાઈ- 9821362244. [558, 611, 716, 694]
section-subheader: વેચવાનું છે [1096, 320, 1223, 339]
classified-ad: ''જ્ઞાતિરથી મહાકાળી''... કાંદિવલીમાં: 1 RK, 1, 2 બેડ વેચવાથી/ ભાડેથી... 7506772541 [210, 908, 368, 975]
classified-ad: ઘાટકોપર (ઈસ્ટ) ફ્લેટ, ઓફિસ, દુકાન ભાડે/ વેચવા લેવા વેચવા રાજેશભાઈ- 9892329269 [906, 1177, 1064, 1228]
classified-ad: મશીનરી [1081, 1364, 1239, 1384]
